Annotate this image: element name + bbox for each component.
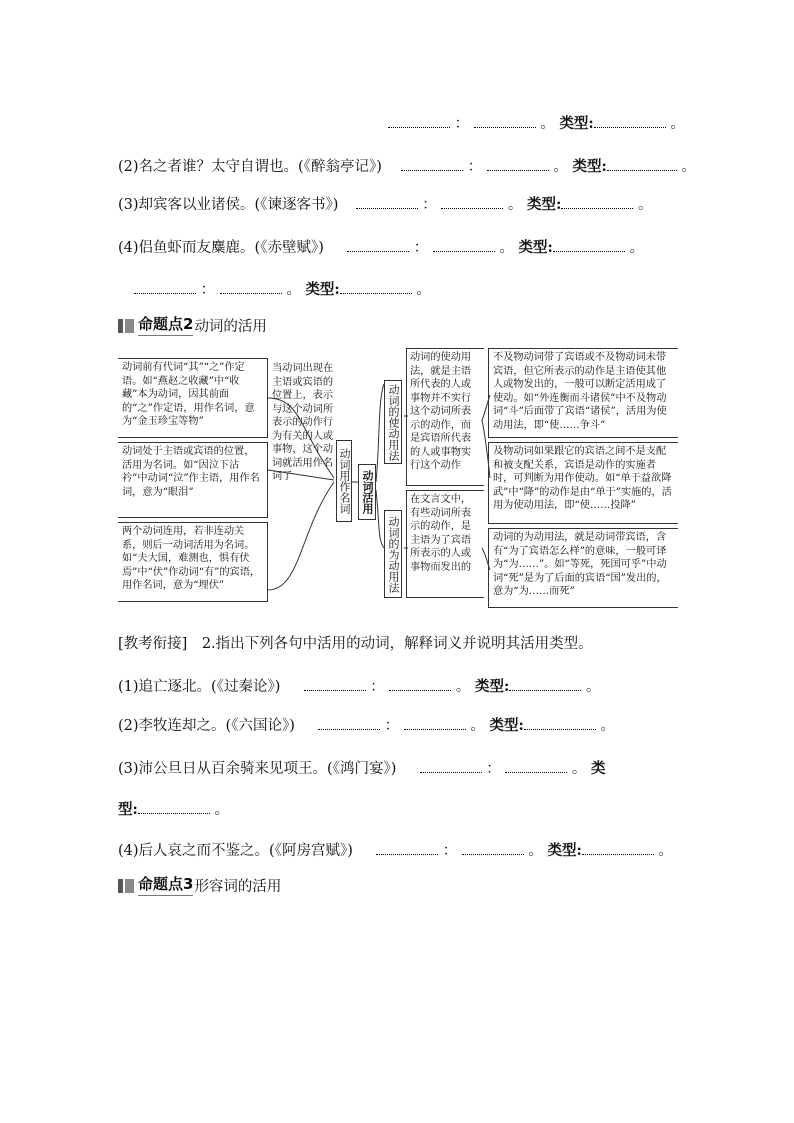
question-text: (3)沛公旦日从百余骑来见项王。(《鸿门宴》) <box>118 761 397 777</box>
exercise-item: (4)侣鱼虾而友麋鹿。(《赤壁赋》) ： 。 类型: 。 <box>118 239 644 256</box>
exercise-item: (4)后人哀之而不鉴之。(《阿房宫赋》) ： 。 类型: 。 <box>118 842 673 859</box>
section-label: 命题点3 <box>138 873 193 896</box>
exercise-item: (2)李牧连却之。(《六国论》) ： 。 类型: 。 <box>118 717 615 734</box>
section-label: 命题点2 <box>138 313 193 336</box>
answer-blank[interactable] <box>524 715 596 730</box>
answer-blank[interactable] <box>404 715 466 730</box>
answer-blank[interactable] <box>376 840 438 855</box>
purpose-desc: 在文言文中，有些动词所表示的动作，是主语为了宾语所表示的人或事物而发出的 <box>406 490 484 598</box>
question-text: (3)却宾客以业诸侯。(《谏逐客书》) <box>118 197 339 213</box>
exercise-item-cont: 型: 。 <box>118 801 229 818</box>
causative-title: 动词的使动用法 <box>384 380 402 464</box>
exercise-line-top: ： 。 类型: 。 <box>388 112 685 133</box>
answer-blank[interactable] <box>462 840 524 855</box>
question-text: (2)李牧连却之。(《六国论》) <box>118 718 295 734</box>
question-text: (4)后人哀之而不鉴之。(《阿房宫赋》) <box>118 843 353 859</box>
purpose-rule-box: 动词的为动用法，就是动词带宾语，含有“为了宾语怎么样”的意味，一般可译为“为……”。如“等死，死国可乎”中动词“死”是为了后面的宾语“国”发出的，意为“为……而死” <box>488 528 678 608</box>
center-title: 动词活用 <box>358 464 376 520</box>
question-text: (2)名之者谁？太守自谓也。(《醉翁亭记》) <box>118 159 382 175</box>
answer-blank[interactable] <box>138 799 210 814</box>
question-text: (1)追亡逐北。(《过秦论》) <box>118 679 281 695</box>
section-subtitle: 动词的活用 <box>194 319 267 335</box>
answer-blank[interactable] <box>304 676 366 691</box>
noun-usage-title: 动词用作名词 <box>336 440 352 522</box>
answer-blank[interactable] <box>389 676 451 691</box>
question-text: (4)侣鱼虾而友麋鹿。(《赤壁赋》) <box>118 240 324 256</box>
exercise-item: (3)却宾客以业诸侯。(《谏逐客书》) ： 。 类型: 。 <box>118 196 653 213</box>
causative-desc: 动词的使动用法，就是主语所代表的人或事物并不实行这个动词所表示的动作，而是宾语所代表的人或事物实行这个动作 <box>406 348 484 486</box>
noun-rule-box-2: 动词处于主语或宾语的位置，活用为名词。如“因泣下沾衿”中动词“泣”作主语，用作名词，意为“眼泪” <box>118 442 268 518</box>
exercise-item: (2)名之者谁？太守自谓也。(《醉翁亭记》) ： 。 类型: 。 <box>118 158 696 175</box>
exercise-item: (3)沛公旦日从百余骑来见项王。(《鸿门宴》) ： 。 类 <box>118 760 606 777</box>
purpose-title: 动词的为动用法 <box>384 510 402 598</box>
answer-blank[interactable] <box>318 715 380 730</box>
exercise-line-extra: ： 。 类型: 。 <box>134 278 431 299</box>
section-header-3 <box>118 874 281 896</box>
noun-summary-text: 当动词出现在主语或宾语的位置上，表示与这个动词所表示的动作行为有关的人或事物，这个动词就活用作名词了 <box>272 363 334 482</box>
section-marker-icon <box>118 879 134 893</box>
causative-rule-box-2: 及物动词如果跟它的宾语之间不是支配和被支配关系，宾语是动作的实施者时，可判断为用作使动。如“单于益欲降武”中“降”的动作是由“单于”实施的，活用为使动用法，即“使……投降” <box>488 442 678 524</box>
answer-blank[interactable] <box>509 676 581 691</box>
exercise-item: (1)追亡逐北。(《过秦论》) ： 。 类型: 。 <box>118 678 601 695</box>
answer-blank[interactable] <box>582 840 654 855</box>
noun-rule-box-1: 动词前有代词“其”“之”作定语。如“燕赵之收藏”中“收藏”本为动词，因其前面的“之”作定语，用作名词，意为“金玉珍宝等物” <box>118 358 268 438</box>
causative-rule-box-1: 不及物动词带了宾语或不及物动词未带宾语，但它所表示的动作是主语使其他人或物发出的，一般可以断定活用成了使动。如“外连衡而斗诸侯”中不及物动词“斗”后面带了宾语“诸侯”，活用为使动用法，即“使……争斗” <box>488 348 678 438</box>
noun-rule-box-3: 两个动词连用，若非连动关系，则后一动词活用为名词。如“夫大国，难测也，惧有伏焉”中“伏”作动词“有”的宾语，用作名词，意为“埋伏” <box>118 522 268 602</box>
answer-blank[interactable] <box>420 758 482 773</box>
section-subtitle: 形容词的活用 <box>194 879 282 895</box>
exercise-intro: [教考衔接] 2.指出下列各句中活用的动词，解释词义并说明其活用类型。 <box>118 636 593 652</box>
answer-blank[interactable] <box>505 758 567 773</box>
